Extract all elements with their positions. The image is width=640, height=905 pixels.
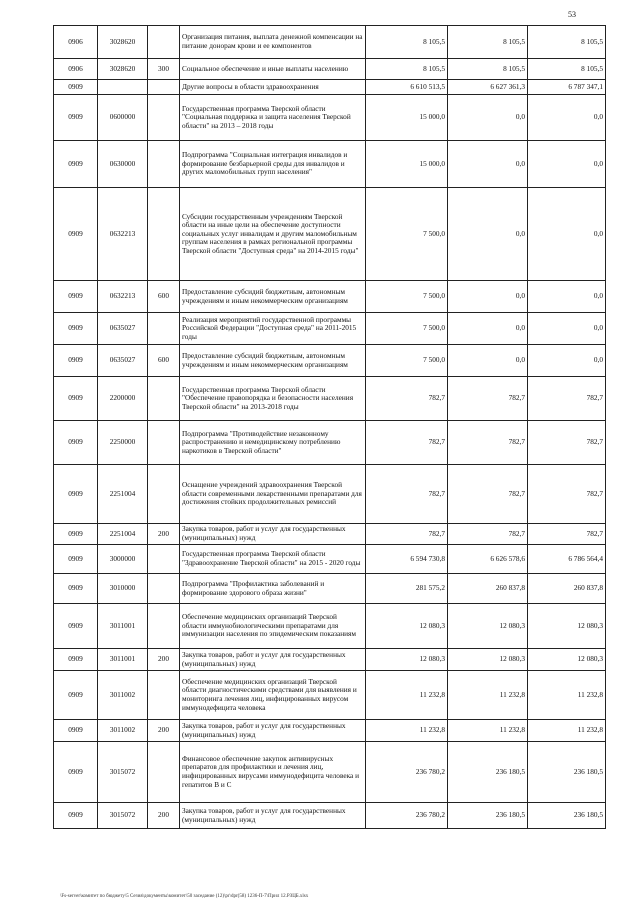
amount-year1-cell: 15 000,0 — [366, 141, 448, 188]
description-cell: Другие вопросы в области здравоохранения — [180, 80, 366, 95]
expense-type-cell — [148, 188, 180, 281]
section-code-cell: 0909 — [54, 720, 98, 742]
article-code-cell: 0630000 — [98, 141, 148, 188]
amount-year1-cell: 6 610 513,5 — [366, 80, 448, 95]
expense-type-cell — [148, 95, 180, 141]
article-code-cell: 3000000 — [98, 545, 148, 574]
expense-type-cell — [148, 313, 180, 345]
amount-year2-cell: 0,0 — [448, 281, 528, 313]
amount-year3-cell: 260 837,8 — [528, 574, 606, 604]
description-cell: Обеспечение медицинских организаций Тверской области иммунобиологическими препаратами для иммунизации населения по эпидемическим показаниям — [180, 604, 366, 649]
amount-year1-cell: 236 780,2 — [366, 803, 448, 829]
amount-year1-cell: 8 105,5 — [366, 59, 448, 80]
section-code-cell: 0909 — [54, 281, 98, 313]
amount-year2-cell: 12 080,3 — [448, 649, 528, 671]
amount-year3-cell: 236 180,5 — [528, 803, 606, 829]
amount-year1-cell: 782,7 — [366, 377, 448, 421]
article-code-cell: 3015072 — [98, 803, 148, 829]
table-row — [54, 80, 606, 95]
section-code-cell: 0909 — [54, 649, 98, 671]
expense-type-cell: 200 — [148, 720, 180, 742]
article-code-cell: 3011001 — [98, 649, 148, 671]
expense-type-cell — [148, 671, 180, 720]
table-row — [54, 742, 606, 803]
section-code-cell: 0909 — [54, 742, 98, 803]
description-cell: Предоставление субсидий бюджетным, автономным учреждениям и иным некоммерческим организациям — [180, 281, 366, 313]
article-code-cell: 3028620 — [98, 26, 148, 59]
amount-year2-cell: 11 232,8 — [448, 720, 528, 742]
amount-year1-cell: 12 080,3 — [366, 604, 448, 649]
section-code-cell: 0909 — [54, 80, 98, 95]
article-code-cell: 3011002 — [98, 720, 148, 742]
section-code-cell: 0909 — [54, 313, 98, 345]
amount-year2-cell: 0,0 — [448, 188, 528, 281]
description-cell: Государственная программа Тверской области "Социальная поддержка и защита населения Тверской области" на 2013 – 2018 годы — [180, 95, 366, 141]
amount-year2-cell: 6 627 361,3 — [448, 80, 528, 95]
amount-year2-cell: 0,0 — [448, 141, 528, 188]
section-code-cell: 0909 — [54, 604, 98, 649]
description-cell: Реализация мероприятий государственной программы Российской Федерации "Доступная среда" на 2011-2015 годы — [180, 313, 366, 345]
article-code-cell: 2251004 — [98, 465, 148, 524]
description-cell: Организация питания, выплата денежной компенсации на питание донорам крови и ее компонентов — [180, 26, 366, 59]
table-row — [54, 59, 606, 80]
amount-year2-cell: 0,0 — [448, 95, 528, 141]
section-code-cell: 0909 — [54, 141, 98, 188]
amount-year2-cell: 782,7 — [448, 465, 528, 524]
description-cell: Закупка товаров, работ и услуг для государственных (муниципальных) нужд — [180, 649, 366, 671]
amount-year2-cell: 6 626 578,6 — [448, 545, 528, 574]
article-code-cell: 0632213 — [98, 188, 148, 281]
table-row — [54, 545, 606, 574]
amount-year1-cell: 281 575,2 — [366, 574, 448, 604]
amount-year1-cell: 12 080,3 — [366, 649, 448, 671]
amount-year3-cell: 6 786 564,4 — [528, 545, 606, 574]
table-row — [54, 26, 606, 59]
budget-table — [53, 25, 606, 829]
amount-year3-cell: 782,7 — [528, 465, 606, 524]
amount-year3-cell: 0,0 — [528, 345, 606, 377]
section-code-cell: 0909 — [54, 574, 98, 604]
table-row — [54, 671, 606, 720]
section-code-cell: 0909 — [54, 188, 98, 281]
amount-year3-cell: 0,0 — [528, 95, 606, 141]
expense-type-cell — [148, 604, 180, 649]
description-cell: Подпрограмма "Противодействие незаконному распространению и немедицинскому потреблению наркотиков в Тверской области" — [180, 421, 366, 465]
amount-year3-cell: 782,7 — [528, 377, 606, 421]
expense-type-cell — [148, 26, 180, 59]
description-cell: Закупка товаров, работ и услуг для государственных (муниципальных) нужд — [180, 524, 366, 545]
amount-year3-cell: 782,7 — [528, 524, 606, 545]
description-cell: Государственная программа Тверской области "Здравоохранение Тверской области" на 2015 - 2020 годы — [180, 545, 366, 574]
amount-year3-cell: 11 232,8 — [528, 671, 606, 720]
amount-year2-cell: 0,0 — [448, 313, 528, 345]
amount-year2-cell: 236 180,5 — [448, 742, 528, 803]
expense-type-cell — [148, 80, 180, 95]
section-code-cell: 0906 — [54, 59, 98, 80]
description-cell: Социальное обеспечение и иные выплаты населению — [180, 59, 366, 80]
article-code-cell: 0635027 — [98, 345, 148, 377]
table-row — [54, 281, 606, 313]
amount-year1-cell: 236 780,2 — [366, 742, 448, 803]
amount-year2-cell: 782,7 — [448, 421, 528, 465]
amount-year3-cell: 0,0 — [528, 188, 606, 281]
expense-type-cell: 200 — [148, 524, 180, 545]
article-code-cell: 3028620 — [98, 59, 148, 80]
amount-year2-cell: 11 232,8 — [448, 671, 528, 720]
amount-year1-cell: 782,7 — [366, 524, 448, 545]
article-code-cell: 0635027 — [98, 313, 148, 345]
expense-type-cell — [148, 574, 180, 604]
article-code-cell: 3011001 — [98, 604, 148, 649]
amount-year3-cell: 0,0 — [528, 313, 606, 345]
amount-year3-cell: 0,0 — [528, 281, 606, 313]
section-code-cell: 0909 — [54, 545, 98, 574]
expense-type-cell: 300 — [148, 59, 180, 80]
amount-year1-cell: 8 105,5 — [366, 26, 448, 59]
article-code-cell: 2250000 — [98, 421, 148, 465]
amount-year1-cell: 782,7 — [366, 465, 448, 524]
amount-year1-cell: 6 594 730,8 — [366, 545, 448, 574]
amount-year2-cell: 0,0 — [448, 345, 528, 377]
article-code-cell: 3015072 — [98, 742, 148, 803]
section-code-cell: 0909 — [54, 377, 98, 421]
amount-year1-cell: 7 500,0 — [366, 313, 448, 345]
expense-type-cell: 600 — [148, 345, 180, 377]
file-path-footer: \Fs-server\комитет по бюджету\5 Сезия\документы\комитет\50 заседание (12)\pr\dpr(58) 1236-П-7\Прил 12.РЗЦБ.xlsx — [60, 894, 309, 899]
expense-type-cell — [148, 377, 180, 421]
section-code-cell: 0906 — [54, 26, 98, 59]
table-row — [54, 141, 606, 188]
amount-year3-cell: 782,7 — [528, 421, 606, 465]
expense-type-cell — [148, 421, 180, 465]
section-code-cell: 0909 — [54, 95, 98, 141]
description-cell: Закупка товаров, работ и услуг для государственных (муниципальных) нужд — [180, 720, 366, 742]
section-code-cell: 0909 — [54, 671, 98, 720]
description-cell: Оснащение учреждений здравоохранения Тверской области современными лекарственными препаратами для достижения стойких продолжительных ремиссий — [180, 465, 366, 524]
amount-year2-cell: 260 837,8 — [448, 574, 528, 604]
description-cell: Подпрограмма "Социальная интеграция инвалидов и формирование безбарьерной среды для инвалидов и других маломобильных групп населения" — [180, 141, 366, 188]
expense-type-cell — [148, 141, 180, 188]
amount-year3-cell: 11 232,8 — [528, 720, 606, 742]
amount-year3-cell: 236 180,5 — [528, 742, 606, 803]
table-row — [54, 421, 606, 465]
amount-year1-cell: 11 232,8 — [366, 671, 448, 720]
amount-year1-cell: 7 500,0 — [366, 281, 448, 313]
table-row — [54, 720, 606, 742]
description-cell: Подпрограмма "Профилактика заболеваний и формирование здорового образа жизни" — [180, 574, 366, 604]
section-code-cell: 0909 — [54, 465, 98, 524]
description-cell: Предоставление субсидий бюджетным, автономным учреждениям и иным некоммерческим организациям — [180, 345, 366, 377]
article-code-cell: 3010000 — [98, 574, 148, 604]
amount-year3-cell: 12 080,3 — [528, 604, 606, 649]
table-row — [54, 604, 606, 649]
amount-year2-cell: 782,7 — [448, 524, 528, 545]
section-code-cell: 0909 — [54, 345, 98, 377]
expense-type-cell: 200 — [148, 803, 180, 829]
description-cell: Обеспечение медицинских организаций Тверской области диагностическими средствами для выявления и мониторинга лечения лиц, инфицированных вирусом иммунодефицита человека — [180, 671, 366, 720]
expense-type-cell — [148, 742, 180, 803]
article-code-cell: 0600000 — [98, 95, 148, 141]
table-row — [54, 377, 606, 421]
section-code-cell: 0909 — [54, 803, 98, 829]
amount-year3-cell: 12 080,3 — [528, 649, 606, 671]
section-code-cell: 0909 — [54, 421, 98, 465]
amount-year2-cell: 782,7 — [448, 377, 528, 421]
amount-year1-cell: 11 232,8 — [366, 720, 448, 742]
description-cell: Закупка товаров, работ и услуг для государственных (муниципальных) нужд — [180, 803, 366, 829]
table-row — [54, 803, 606, 829]
article-code-cell — [98, 80, 148, 95]
article-code-cell: 0632213 — [98, 281, 148, 313]
table-row — [54, 524, 606, 545]
section-code-cell: 0909 — [54, 524, 98, 545]
amount-year1-cell: 7 500,0 — [366, 345, 448, 377]
amount-year3-cell: 0,0 — [528, 141, 606, 188]
amount-year2-cell: 236 180,5 — [448, 803, 528, 829]
amount-year2-cell: 8 105,5 — [448, 26, 528, 59]
article-code-cell: 3011002 — [98, 671, 148, 720]
expense-type-cell — [148, 545, 180, 574]
table-row — [54, 574, 606, 604]
amount-year3-cell: 8 105,5 — [528, 59, 606, 80]
description-cell: Субсидии государственным учреждениям Тверской области на иные цели на обеспечение доступности социальных услуг инвалидам и другим маломобильным группам населения в рамках региональной программы Тверской области "Доступная среда" на 2014-2015 годы" — [180, 188, 366, 281]
table-row — [54, 188, 606, 281]
amount-year1-cell: 782,7 — [366, 421, 448, 465]
page-number: 53 — [568, 10, 576, 19]
amount-year2-cell: 8 105,5 — [448, 59, 528, 80]
description-cell: Государственная программа Тверской области "Обеспечение правопорядка и безопасности населения Тверской области" на 2013-2018 годы — [180, 377, 366, 421]
expense-type-cell: 200 — [148, 649, 180, 671]
table-row — [54, 649, 606, 671]
article-code-cell: 2200000 — [98, 377, 148, 421]
table-row — [54, 465, 606, 524]
amount-year2-cell: 12 080,3 — [448, 604, 528, 649]
amount-year3-cell: 6 787 347,1 — [528, 80, 606, 95]
amount-year3-cell: 8 105,5 — [528, 26, 606, 59]
amount-year1-cell: 15 000,0 — [366, 95, 448, 141]
amount-year1-cell: 7 500,0 — [366, 188, 448, 281]
article-code-cell: 2251004 — [98, 524, 148, 545]
expense-type-cell: 600 — [148, 281, 180, 313]
description-cell: Финансовое обеспечение закупок антивирусных препаратов для профилактики и лечения лиц, инфицированных вирусами иммунодефицита человека и гепатитов В и С — [180, 742, 366, 803]
table-row — [54, 313, 606, 345]
table-row — [54, 95, 606, 141]
table-row — [54, 345, 606, 377]
expense-type-cell — [148, 465, 180, 524]
